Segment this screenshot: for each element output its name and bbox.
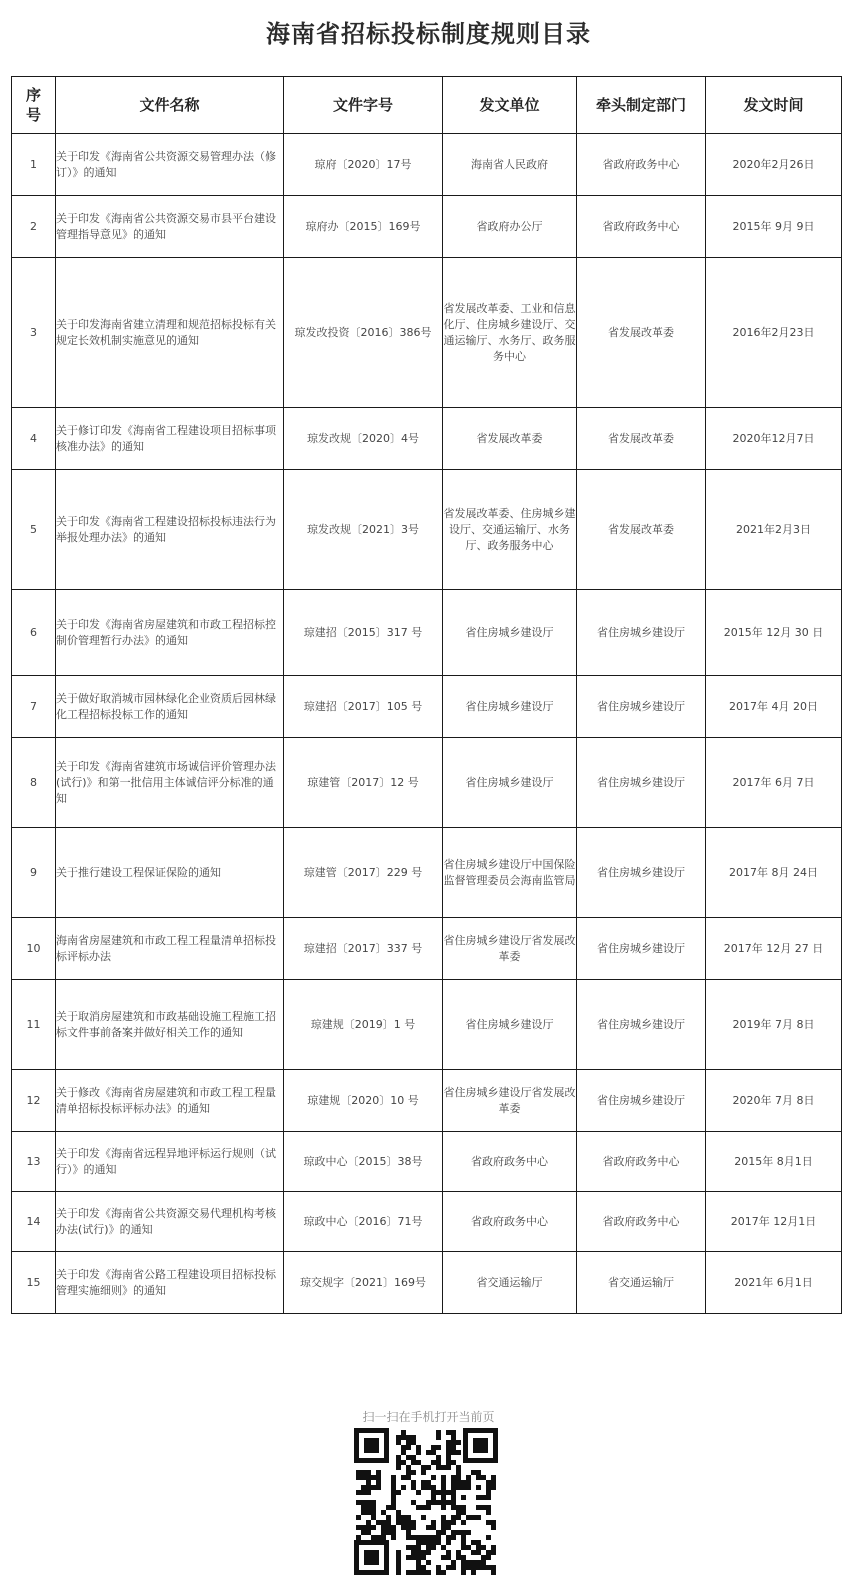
- row-date: 2020年2月26日: [706, 134, 842, 196]
- row-lead-dept: 省政府政务中心: [577, 134, 706, 196]
- row-date: 2017年 12月1日: [706, 1192, 842, 1252]
- row-name: 关于修改《海南省房屋建筑和市政工程工程量清单招标投标评标办法》的通知: [56, 1070, 284, 1132]
- row-doc-no: 琼建招〔2017〕105 号: [284, 676, 443, 738]
- row-issuer: 省住房城乡建设厅: [443, 738, 577, 828]
- row-seq: 7: [12, 676, 56, 738]
- row-seq: 8: [12, 738, 56, 828]
- row-seq: 4: [12, 408, 56, 470]
- row-date: 2020年12月7日: [706, 408, 842, 470]
- row-issuer: 省住房城乡建设厅省发展改革委: [443, 1070, 577, 1132]
- row-date: 2016年2月23日: [706, 258, 842, 408]
- row-date: 2015年 12月 30 日: [706, 590, 842, 676]
- row-doc-no: 琼建管〔2017〕229 号: [284, 828, 443, 918]
- row-doc-no: 琼发改规〔2021〕3号: [284, 470, 443, 590]
- row-name: 关于印发《海南省公共资源交易市县平台建设管理指导意见》的通知: [56, 196, 284, 258]
- row-lead-dept: 省政府政务中心: [577, 1132, 706, 1192]
- row-lead-dept: 省交通运输厅: [577, 1252, 706, 1314]
- header-seq: 序 号: [12, 77, 56, 134]
- row-lead-dept: 省发展改革委: [577, 408, 706, 470]
- row-issuer: 省发展改革委、工业和信息化厅、住房城乡建设厅、交通运输厅、水务厅、政务服务中心: [443, 258, 577, 408]
- row-seq: 11: [12, 980, 56, 1070]
- row-seq: 1: [12, 134, 56, 196]
- row-lead-dept: 省住房城乡建设厅: [577, 1070, 706, 1132]
- table-row: [12, 258, 842, 408]
- row-lead-dept: 省住房城乡建设厅: [577, 738, 706, 828]
- row-date: 2019年 7月 8日: [706, 980, 842, 1070]
- row-issuer: 省住房城乡建设厅: [443, 980, 577, 1070]
- row-seq: 2: [12, 196, 56, 258]
- row-date: 2021年 6月1日: [706, 1252, 842, 1314]
- row-lead-dept: 省发展改革委: [577, 470, 706, 590]
- row-seq: 6: [12, 590, 56, 676]
- row-name: 关于印发《海南省工程建设招标投标违法行为举报处理办法》的通知: [56, 470, 284, 590]
- row-date: 2017年 8月 24日: [706, 828, 842, 918]
- row-doc-no: 琼政中心〔2015〕38号: [284, 1132, 443, 1192]
- table-row: [12, 1252, 842, 1314]
- page-title: 海南省招标投标制度规则目录: [266, 19, 591, 48]
- row-date: 2021年2月3日: [706, 470, 842, 590]
- row-issuer: 海南省人民政府: [443, 134, 577, 196]
- row-seq: 15: [12, 1252, 56, 1314]
- row-issuer: 省发展改革委、住房城乡建设厅、交通运输厅、水务厅、政务服务中心: [443, 470, 577, 590]
- regulation-directory-table: [11, 76, 842, 1314]
- row-doc-no: 琼政中心〔2016〕71号: [284, 1192, 443, 1252]
- row-seq: 5: [12, 470, 56, 590]
- row-date: 2017年 12月 27 日: [706, 918, 842, 980]
- row-name: 关于取消房屋建筑和市政基础设施工程施工招标文件事前备案并做好相关工作的通知: [56, 980, 284, 1070]
- row-issuer: 省住房城乡建设厅中国保险监督管理委员会海南监管局: [443, 828, 577, 918]
- table-row: [12, 738, 842, 828]
- row-name: 关于印发《海南省公共资源交易管理办法（修订）》的通知: [56, 134, 284, 196]
- row-name: 关于推行建设工程保证保险的通知: [56, 828, 284, 918]
- row-lead-dept: 省政府政务中心: [577, 1192, 706, 1252]
- row-issuer: 省政府办公厅: [443, 196, 577, 258]
- row-doc-no: 琼府办〔2015〕169号: [284, 196, 443, 258]
- header-name: 文件名称: [56, 77, 284, 134]
- row-lead-dept: 省住房城乡建设厅: [577, 828, 706, 918]
- row-seq: 13: [12, 1132, 56, 1192]
- row-name: 关于印发《海南省公路工程建设项目招标投标管理实施细则》的通知: [56, 1252, 284, 1314]
- row-issuer: 省发展改革委: [443, 408, 577, 470]
- row-seq: 14: [12, 1192, 56, 1252]
- qr-code-icon: [354, 1428, 498, 1575]
- row-doc-no: 琼建管〔2017〕12 号: [284, 738, 443, 828]
- row-name: 关于印发《海南省房屋建筑和市政工程招标控制价管理暂行办法》的通知: [56, 590, 284, 676]
- table-row: [12, 196, 842, 258]
- table-row: [12, 918, 842, 980]
- row-lead-dept: 省住房城乡建设厅: [577, 676, 706, 738]
- row-issuer: 省政府政务中心: [443, 1192, 577, 1252]
- table-row: [12, 470, 842, 590]
- row-doc-no: 琼府〔2020〕17号: [284, 134, 443, 196]
- row-name: 关于印发《海南省远程异地评标运行规则（试行）》的通知: [56, 1132, 284, 1192]
- row-name: 关于做好取消城市园林绿化企业资质后园林绿化工程招标投标工作的通知: [56, 676, 284, 738]
- row-name: 海南省房屋建筑和市政工程工程量清单招标投标评标办法: [56, 918, 284, 980]
- row-lead-dept: 省住房城乡建设厅: [577, 590, 706, 676]
- row-seq: 12: [12, 1070, 56, 1132]
- row-doc-no: 琼发改投资〔2016〕386号: [284, 258, 443, 408]
- table-row: [12, 828, 842, 918]
- row-name: 关于印发海南省建立清理和规范招标投标有关规定长效机制实施意见的通知: [56, 258, 284, 408]
- row-lead-dept: 省发展改革委: [577, 258, 706, 408]
- row-issuer: 省政府政务中心: [443, 1132, 577, 1192]
- table-row: [12, 1070, 842, 1132]
- row-date: 2015年 9月 9日: [706, 196, 842, 258]
- header-lead-dept: 牵头制定部门: [577, 77, 706, 134]
- row-date: 2020年 7月 8日: [706, 1070, 842, 1132]
- header-issuer: 发文单位: [443, 77, 577, 134]
- table-row: [12, 1132, 842, 1192]
- row-seq: 9: [12, 828, 56, 918]
- row-name: 关于印发《海南省公共资源交易代理机构考核办法(试行)》的通知: [56, 1192, 284, 1252]
- row-issuer: 省住房城乡建设厅: [443, 676, 577, 738]
- row-doc-no: 琼交规字〔2021〕169号: [284, 1252, 443, 1314]
- row-issuer: 省交通运输厅: [443, 1252, 577, 1314]
- row-date: 2017年 4月 20日: [706, 676, 842, 738]
- row-lead-dept: 省住房城乡建设厅: [577, 918, 706, 980]
- header-doc-no: 文件字号: [284, 77, 443, 134]
- row-seq: 3: [12, 258, 56, 408]
- row-doc-no: 琼建规〔2020〕10 号: [284, 1070, 443, 1132]
- table-row: [12, 980, 842, 1070]
- table-row: [12, 590, 842, 676]
- row-name: 关于印发《海南省建筑市场诚信评价管理办法(试行)》和第一批信用主体诚信评分标准的通知: [56, 738, 284, 828]
- table-row: [12, 408, 842, 470]
- table-header-row: [12, 77, 842, 134]
- table-row: [12, 1192, 842, 1252]
- row-doc-no: 琼建招〔2015〕317 号: [284, 590, 443, 676]
- row-doc-no: 琼建规〔2019〕1 号: [284, 980, 443, 1070]
- row-date: 2017年 6月 7日: [706, 738, 842, 828]
- row-issuer: 省住房城乡建设厅: [443, 590, 577, 676]
- row-lead-dept: 省政府政务中心: [577, 196, 706, 258]
- row-date: 2015年 8月1日: [706, 1132, 842, 1192]
- header-date: 发文时间: [706, 77, 842, 134]
- row-lead-dept: 省住房城乡建设厅: [577, 980, 706, 1070]
- row-seq: 10: [12, 918, 56, 980]
- row-issuer: 省住房城乡建设厅省发展改革委: [443, 918, 577, 980]
- row-doc-no: 琼发改规〔2020〕4号: [284, 408, 443, 470]
- table-row: [12, 676, 842, 738]
- row-name: 关于修订印发《海南省工程建设项目招标事项核准办法》的通知: [56, 408, 284, 470]
- qr-caption: 扫一扫在手机打开当前页: [362, 1410, 495, 1424]
- table-row: [12, 134, 842, 196]
- row-doc-no: 琼建招〔2017〕337 号: [284, 918, 443, 980]
